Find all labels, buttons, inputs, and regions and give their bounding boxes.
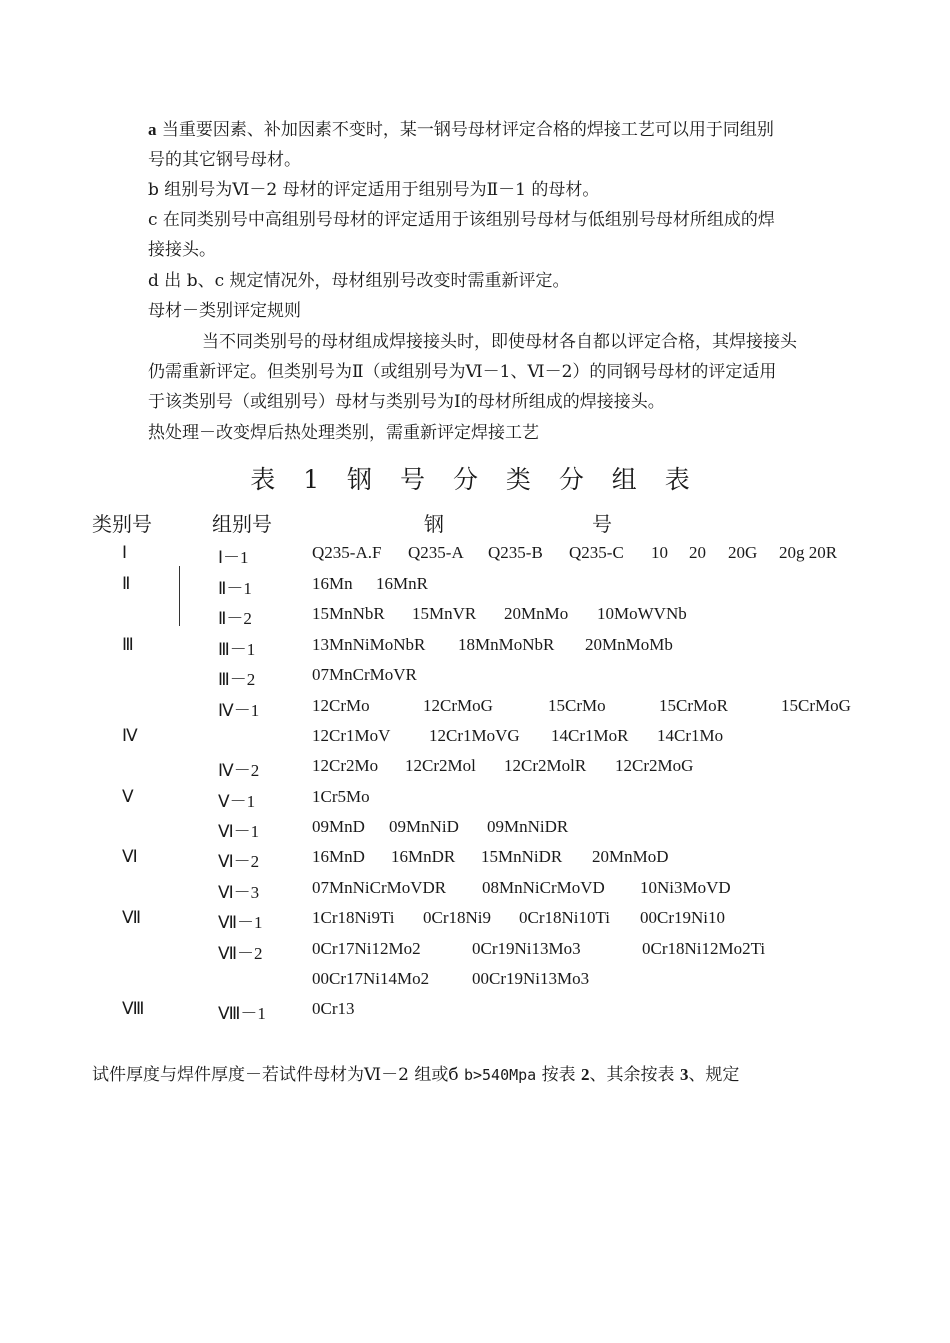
note-a-line2: 号的其它钢号母材。 (148, 150, 301, 170)
thickness-note-text-4: 、规定 (688, 1065, 740, 1085)
thickness-note-table2: 2 (581, 1065, 590, 1084)
thickness-note-strength: b>540Mpa (463, 1066, 537, 1084)
steel-grade: 15MnNbR (312, 604, 385, 623)
thickness-note (92, 1060, 739, 1085)
steel-grade: 16MnR (376, 574, 428, 593)
steel-grade: 14Cr1MoR (551, 726, 629, 745)
group-cell: Ⅲ－2 (218, 670, 256, 689)
steel-grade: 20 (689, 543, 706, 562)
steel-grade: 12Cr1MoVG (429, 726, 520, 745)
note-a-label: a (148, 120, 157, 139)
rule-heading: 母材－类别评定规则 (148, 301, 301, 321)
header-steel-1: 钢 (424, 512, 444, 536)
group-cell: Ⅱ－1 (218, 579, 252, 598)
steel-grade: Q235-A.F (312, 543, 382, 562)
thickness-note-text-2: 按表 (541, 1065, 576, 1085)
steel-grade: 12CrMo (312, 696, 370, 715)
steel-grade: 18MnMoNbR (458, 635, 555, 654)
note-a-text: 当重要因素、补加因素不变时，某一钢号母材评定合格的焊接工艺可以用于同组别 (161, 120, 774, 140)
steel-grade: 07MnNiCrMoVDR (312, 878, 447, 897)
group-cell: Ⅲ－1 (218, 640, 256, 659)
group-cell: Ⅱ－2 (218, 609, 252, 628)
steel-grade: 00Cr19Ni10 (640, 908, 725, 927)
thickness-note-text-3: 、其余按表 (589, 1065, 675, 1085)
note-c-line1: c 在同类别号中高组别号母材的评定适用于该组别号母材与低组别号母材所组成的焊 (148, 210, 775, 230)
steel-grade: 12CrMoG (423, 696, 493, 715)
category-cell: Ⅵ (122, 847, 138, 866)
steel-grade: 1Cr5Mo (312, 787, 370, 806)
steel-grade: 12Cr2MoG (615, 756, 694, 775)
category-cell: Ⅷ (122, 999, 145, 1018)
steel-grade: 10MoWVNb (597, 604, 687, 623)
note-c-line2: 接接头。 (148, 240, 216, 260)
steel-grade: 0Cr17Ni12Mo2 (312, 939, 421, 958)
heat-treatment-line: 热处理－改变焊后热处理类别，需重新评定焊接工艺 (148, 423, 539, 443)
steel-grade: 15CrMoR (659, 696, 728, 715)
note-b: b 组别号为Ⅵ－2 母材的评定适用于组别号为Ⅱ－1 的母材。 (148, 180, 600, 200)
group-cell: Ⅷ－1 (218, 1004, 266, 1023)
steel-grade: 16MnD (312, 847, 365, 866)
steel-grade: 16Mn (312, 574, 353, 593)
steel-grade: 07MnCrMoVR (312, 665, 417, 684)
steel-grade: 15MnNiDR (481, 847, 563, 866)
thickness-note-text-1: 试件厚度与焊件厚度－若试件母材为Ⅵ－2 组或б (92, 1065, 459, 1085)
steel-grade: 00Cr17Ni14Mo2 (312, 969, 430, 988)
steel-grade: 1Cr18Ni9Ti (312, 908, 395, 927)
header-steel-2: 号 (592, 512, 612, 536)
steel-grade: Q235-A (408, 543, 464, 562)
steel-grade: 12Cr2Mo (312, 756, 379, 775)
group-cell: Ⅶ－1 (218, 913, 263, 932)
steel-grade: 15CrMoG (781, 696, 851, 715)
steel-grade: 12Cr1MoV (312, 726, 391, 745)
group-cell: Ⅶ－2 (218, 944, 263, 963)
steel-grade: 0Cr13 (312, 999, 355, 1018)
steel-grade: 20g 20R (779, 543, 838, 562)
category-cell: Ⅴ (122, 787, 134, 806)
steel-grade: 10 (651, 543, 668, 562)
steel-grade: 13MnNiMoNbR (312, 635, 426, 654)
thickness-note-table3: 3 (679, 1065, 689, 1084)
steel-grade: 0Cr18Ni10Ti (519, 908, 611, 927)
steel-grade: 15CrMo (548, 696, 606, 715)
group-cell: Ⅳ－2 (218, 761, 260, 780)
category-cell: Ⅰ (122, 543, 128, 562)
steel-grade: 20MnMoMb (585, 635, 673, 654)
steel-grade: 14Cr1Mo (657, 726, 724, 745)
steel-grade: 12Cr2Mol (405, 756, 476, 775)
steel-grade: 09MnNiDR (487, 817, 569, 836)
steel-grade: 08MnNiCrMoVD (482, 878, 605, 897)
rule-line1: 当不同类别号的母材组成焊接接头时，即使母材各自都以评定合格，其焊接接头 (202, 332, 797, 352)
group-cell: Ⅳ－1 (218, 701, 260, 720)
group-cell: Ⅵ－2 (218, 852, 260, 871)
steel-grade: 16MnDR (391, 847, 456, 866)
steel-grade: 0Cr19Ni13Mo3 (472, 939, 581, 958)
note-d: d 出 b、c 规定情况外，母材组别号改变时需重新评定。 (148, 271, 570, 291)
steel-grade: 09MnNiD (389, 817, 459, 836)
steel-grade: Q235-B (488, 543, 543, 562)
group-cell: Ⅵ－1 (218, 822, 260, 841)
steel-grade: 0Cr18Ni9 (423, 908, 491, 927)
header-category: 类别号 (92, 512, 152, 536)
category-cell: Ⅲ (122, 635, 134, 654)
table-title: 表 1 钢 号 分 类 分 组 表 (250, 465, 700, 494)
group-cell: Ⅵ－3 (218, 883, 260, 902)
steel-grade: 09MnD (312, 817, 365, 836)
rule-line3: 于该类别号（或组别号）母材与类别号为Ⅰ的母材所组成的焊接接头。 (148, 392, 665, 412)
steel-grade: 20G (728, 543, 758, 562)
header-group: 组别号 (212, 512, 272, 536)
steel-grade: Q235-C (569, 543, 624, 562)
rule-line2: 仍需重新评定。但类别号为Ⅱ（或组别号为Ⅵ－1、Ⅵ－2）的同钢号母材的评定适用 (148, 362, 777, 382)
steel-grade: 00Cr19Ni13Mo3 (472, 969, 590, 988)
steel-grade: 20MnMoD (592, 847, 669, 866)
table-divider-line (179, 566, 180, 626)
group-cell: Ⅴ－1 (218, 792, 256, 811)
category-cell: Ⅳ (122, 726, 138, 745)
group-cell: Ⅰ－1 (218, 548, 249, 567)
steel-grade: 15MnVR (412, 604, 477, 623)
note-a-line1 (148, 116, 774, 144)
steel-grade: 12Cr2MolR (504, 756, 587, 775)
steel-grade: 20MnMo (504, 604, 569, 623)
steel-grade: 0Cr18Ni12Mo2Ti (642, 939, 766, 958)
category-cell: Ⅱ (122, 574, 131, 593)
category-cell: Ⅶ (122, 908, 142, 927)
steel-grade: 10Ni3MoVD (640, 878, 731, 897)
